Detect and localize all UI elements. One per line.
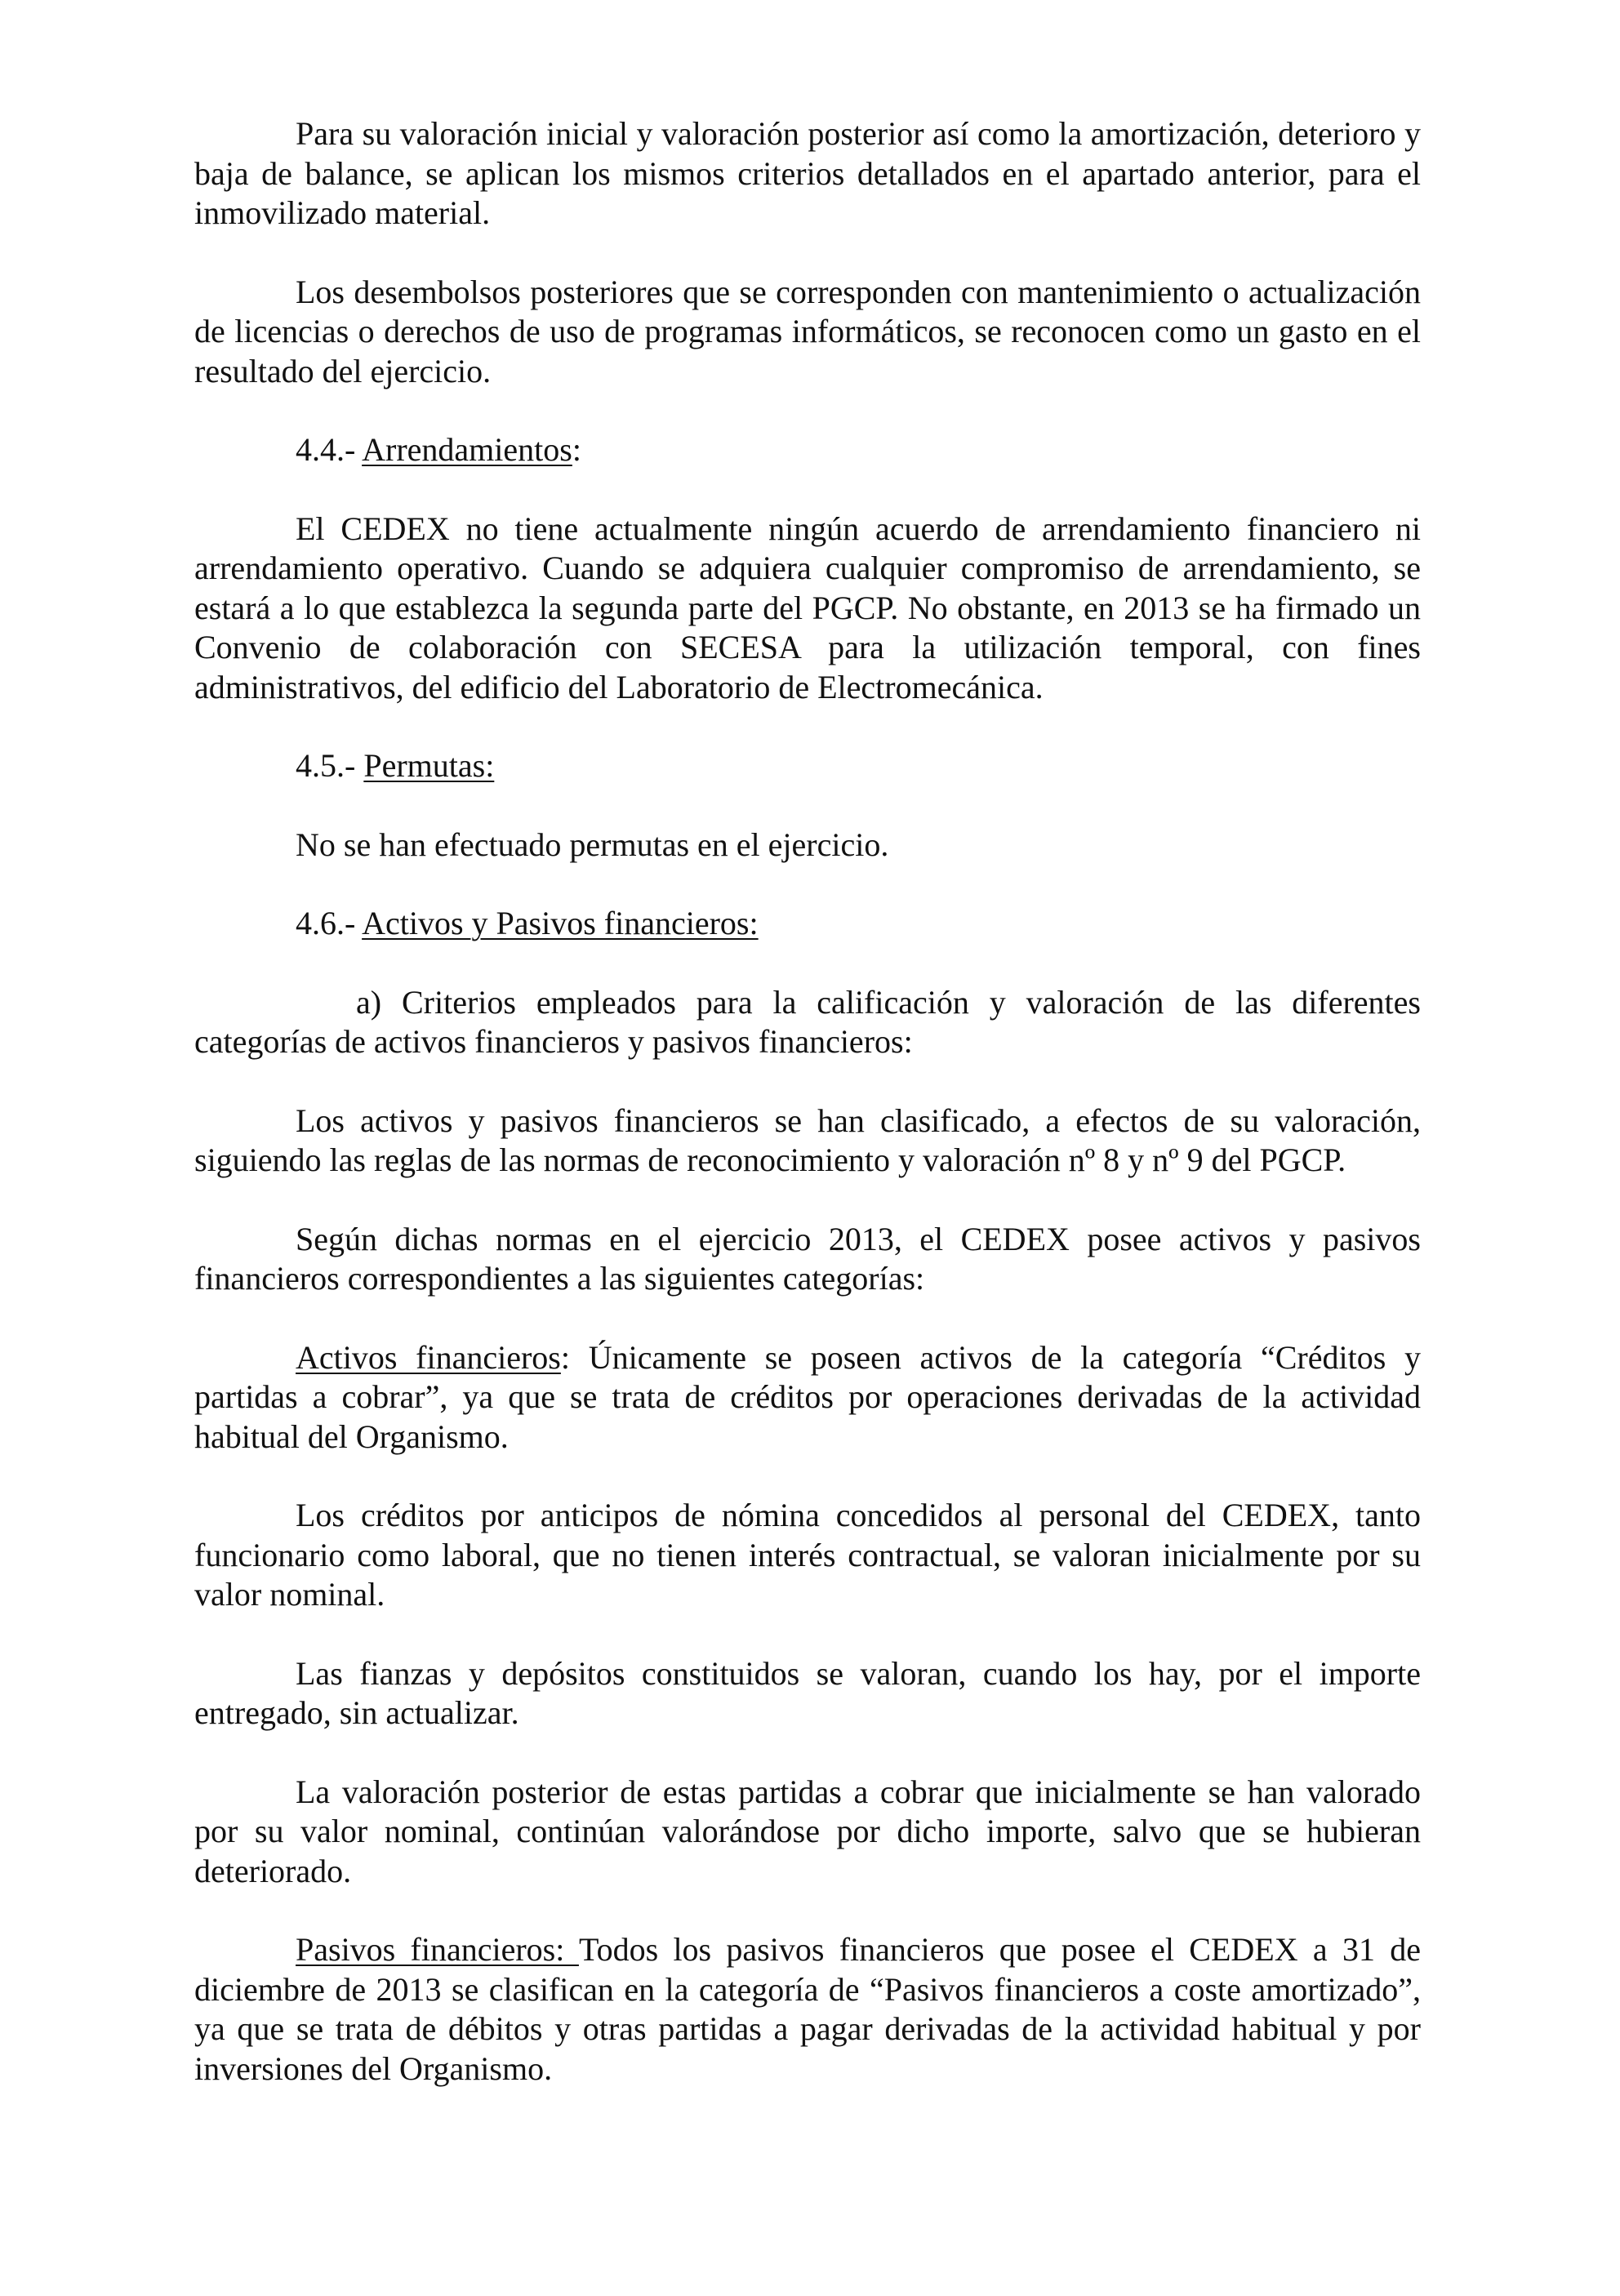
document-page <box>194 114 1421 2128</box>
paragraph-body: Todos los pasivos financieros que posee el CEDEX a 31 de diciembre de 2013 se clasifican en la categoría de “Pasivos financieros a coste amortizado”, ya que se trata de débitos y otras partidas a pagar derivadas de la actividad habitual y por inversiones del Organismo. <box>194 1931 1421 2087</box>
paragraph-permutas: No se han efectuado permutas en el ejercicio. <box>296 825 889 863</box>
section-heading-arrendamientos <box>194 430 1421 470</box>
paragraph-desembolsos-posteriores: Los desembolsos posteriores que se corresponden con mantenimiento o actualización de licencias o derechos de uso de programas informáticos, se reconocen como un gasto en el resultado del ejercicio. <box>194 273 1421 389</box>
paragraph-anticipos-nomina: Los créditos por anticipos de nómina concedidos al personal del CEDEX, tanto funcionario como laboral, que no tienen interés contractual, se valoran inicialmente por su valor nominal. <box>194 1497 1421 1613</box>
section-title: Permutas: <box>363 747 495 784</box>
section-heading-permutas <box>194 746 1421 786</box>
paragraph-clasificacion: Los activos y pasivos financieros se han clasificado, a efectos de su valoración, siguiendo las reglas de las normas de reconocimiento y valoración nº 8 y nº 9 del PGCP. <box>194 1101 1421 1178</box>
section-title: Arrendamientos <box>362 431 572 468</box>
paragraph-fianzas: Las fianzas y depósitos constituidos se valoran, cuando los hay, por el importe entregado, sin actualizar. <box>194 1654 1421 1731</box>
section-title: Activos y Pasivos financieros: <box>362 905 759 941</box>
paragraph-valoracion-inicial: Para su valoración inicial y valoración posterior así como la amortización, deterioro y baja de balance, se aplican los mismos criterios detallados en el apartado anterior, para el inmovilizado material. <box>194 115 1421 231</box>
paragraph-valoracion-posterior: La valoración posterior de estas partidas a cobrar que inicialmente se han valorado por su valor nominal, continúan valorándose por dicho importe, salvo que se hubieran deteriorado. <box>194 1773 1421 1889</box>
section-title-suffix: : <box>572 431 581 468</box>
section-heading-activos-pasivos <box>194 904 1421 944</box>
paragraph-arrendamientos: El CEDEX no tiene actualmente ningún acuerdo de arrendamiento financiero ni arrendamiento operativo. Cuando se adquiera cualquier compromiso de arrendamiento, se estará a lo que establezca la segunda parte del PGCP. No obstante, en 2013 se ha firmado un Convenio de colaboración con SECESA para la utilización temporal, con fines administrativos, del edificio del Laboratorio de Electromecánica. <box>194 509 1421 705</box>
paragraph-body: : Únicamente se poseen activos de la categoría “Créditos y partidas a cobrar”, ya que se trata de créditos por operaciones derivadas de la actividad habitual del Organismo. <box>194 1338 1421 1455</box>
paragraph-criterios-empleados: a) Criterios empleados para la calificación y valoración de las diferentes categorías de activos financieros y pasivos financieros: <box>194 983 1421 1060</box>
paragraph-lead-label: Pasivos financieros: <box>296 1931 579 1968</box>
paragraph-activos-financieros <box>194 1338 1421 1457</box>
paragraph-lead-label: Activos financieros <box>296 1338 561 1376</box>
paragraph-categorias: Según dichas normas en el ejercicio 2013, el CEDEX posee activos y pasivos financieros correspondientes a las siguientes categorías: <box>194 1220 1421 1297</box>
section-number: 4.5.- <box>296 747 364 784</box>
paragraph-pasivos-financieros <box>194 1930 1421 2089</box>
section-number: 4.6.- <box>296 905 363 941</box>
section-number: 4.4.- <box>296 431 363 468</box>
